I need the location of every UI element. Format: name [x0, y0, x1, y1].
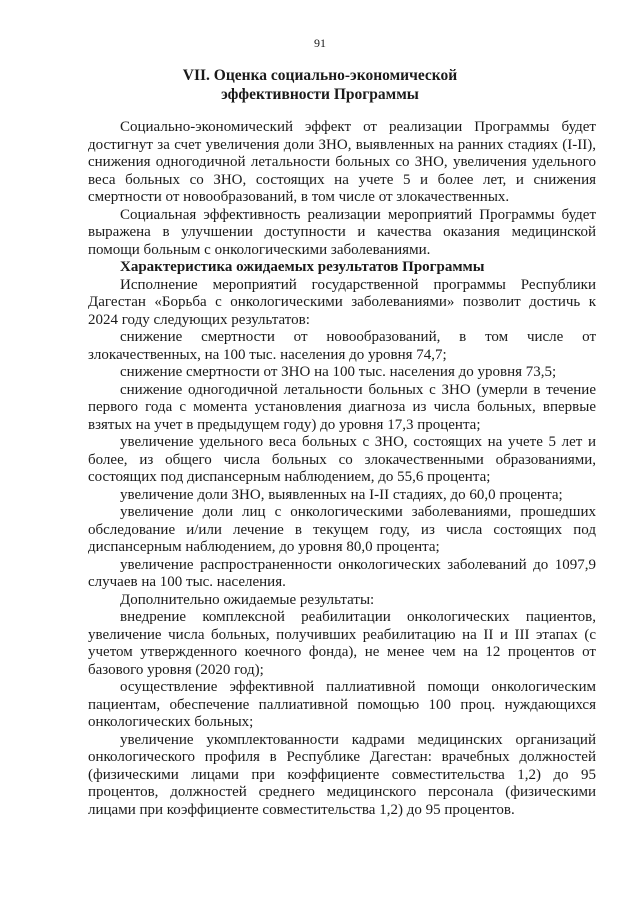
additional-result-item: внедрение комплексной реабилитации онкологических пациентов, увеличение числа больных, получивших реабилитацию на II и III этапах (с учетом утвержденного коечного фонда), не менее чем на 12 процентов от базового уровня (2020 год);: [88, 609, 596, 678]
result-item: увеличение удельного веса больных с ЗНО, состоящих на учете 5 лет и более, из общего числа больных со злокачественными образованиями, состоящих под диспансерным наблюдением, до 55,6 процента;: [88, 434, 596, 485]
result-item: снижение смертности от новообразований, в том числе от злокачественных, на 100 тыс. населения до уровня 74,7;: [88, 329, 596, 363]
paragraph-social-effect: Социальная эффективность реализации мероприятий Программы будет выражена в улучшении доступности и качества оказания медицинской помощи больным с онкологическими заболеваниями.: [88, 206, 596, 258]
section-title: [0, 66, 640, 104]
paragraph-program-execution: Исполнение мероприятий государственной программы Республики Дагестан «Борьба с онкологическими заболеваниями» позволит достичь к 2024 году следующих результатов:: [88, 276, 596, 328]
section-title-line-1: VII. Оценка социально-экономической: [182, 67, 458, 84]
paragraph-additional-results: Дополнительно ожидаемые результаты:: [120, 591, 375, 608]
paragraph-economic-effect: Социально-экономический эффект от реализации Программы будет достигнут за счет увеличения доли ЗНО, выявленных на ранних стадиях (I-II), снижения одногодичной летальности больных со ЗНО, увеличения удельного веса больных со ЗНО, состоящих на учете 5 и более лет, и снижения смертности от новообразований, в том числе от злокачественных.: [88, 119, 596, 205]
result-item: увеличение доли лиц с онкологическими заболеваниями, прошедших обследование и/или лечение в текущем году, из числа состоящих под диспансерным наблюдением, до уровня 80,0 процента;: [88, 504, 596, 555]
result-item: увеличение распространенности онкологических заболеваний до 1097,9 случаев на 100 тыс. населения.: [88, 556, 596, 590]
additional-result-item: увеличение укомплектованности кадрами медицинских организаций онкологического профиля в Республике Дагестан: врачебных должностей (физическими лицами при коэффициенте совместительства 1,2) до 95 процентов, должностей среднего медицинского персонала (физическими лицами при коэффициенте совместительства 1,2) до 95 процентов.: [88, 731, 596, 818]
subheading-expected-results: Характеристика ожидаемых результатов Программы: [120, 259, 485, 275]
additional-result-item: осуществление эффективной паллиативной помощи онкологическим пациентам, обеспечение паллиативной помощью 100 проц. нуждающихся онкологических больных;: [88, 679, 596, 730]
result-item: снижение одногодичной летальности больных с ЗНО (умерли в течение первого года с момента установления диагноза из числа больных, впервые взятых на учет в предыдущем году) до уровня 17,3 процента;: [88, 381, 596, 433]
result-item: снижение смертности от ЗНО на 100 тыс. населения до уровня 73,5;: [120, 364, 557, 380]
section-title-line-2: эффективности Программы: [221, 86, 419, 103]
document-body: [88, 119, 596, 819]
page-number: 91: [314, 36, 326, 50]
result-item: увеличение доли ЗНО, выявленных на I-II стадиях, до 60,0 процента;: [120, 486, 563, 503]
